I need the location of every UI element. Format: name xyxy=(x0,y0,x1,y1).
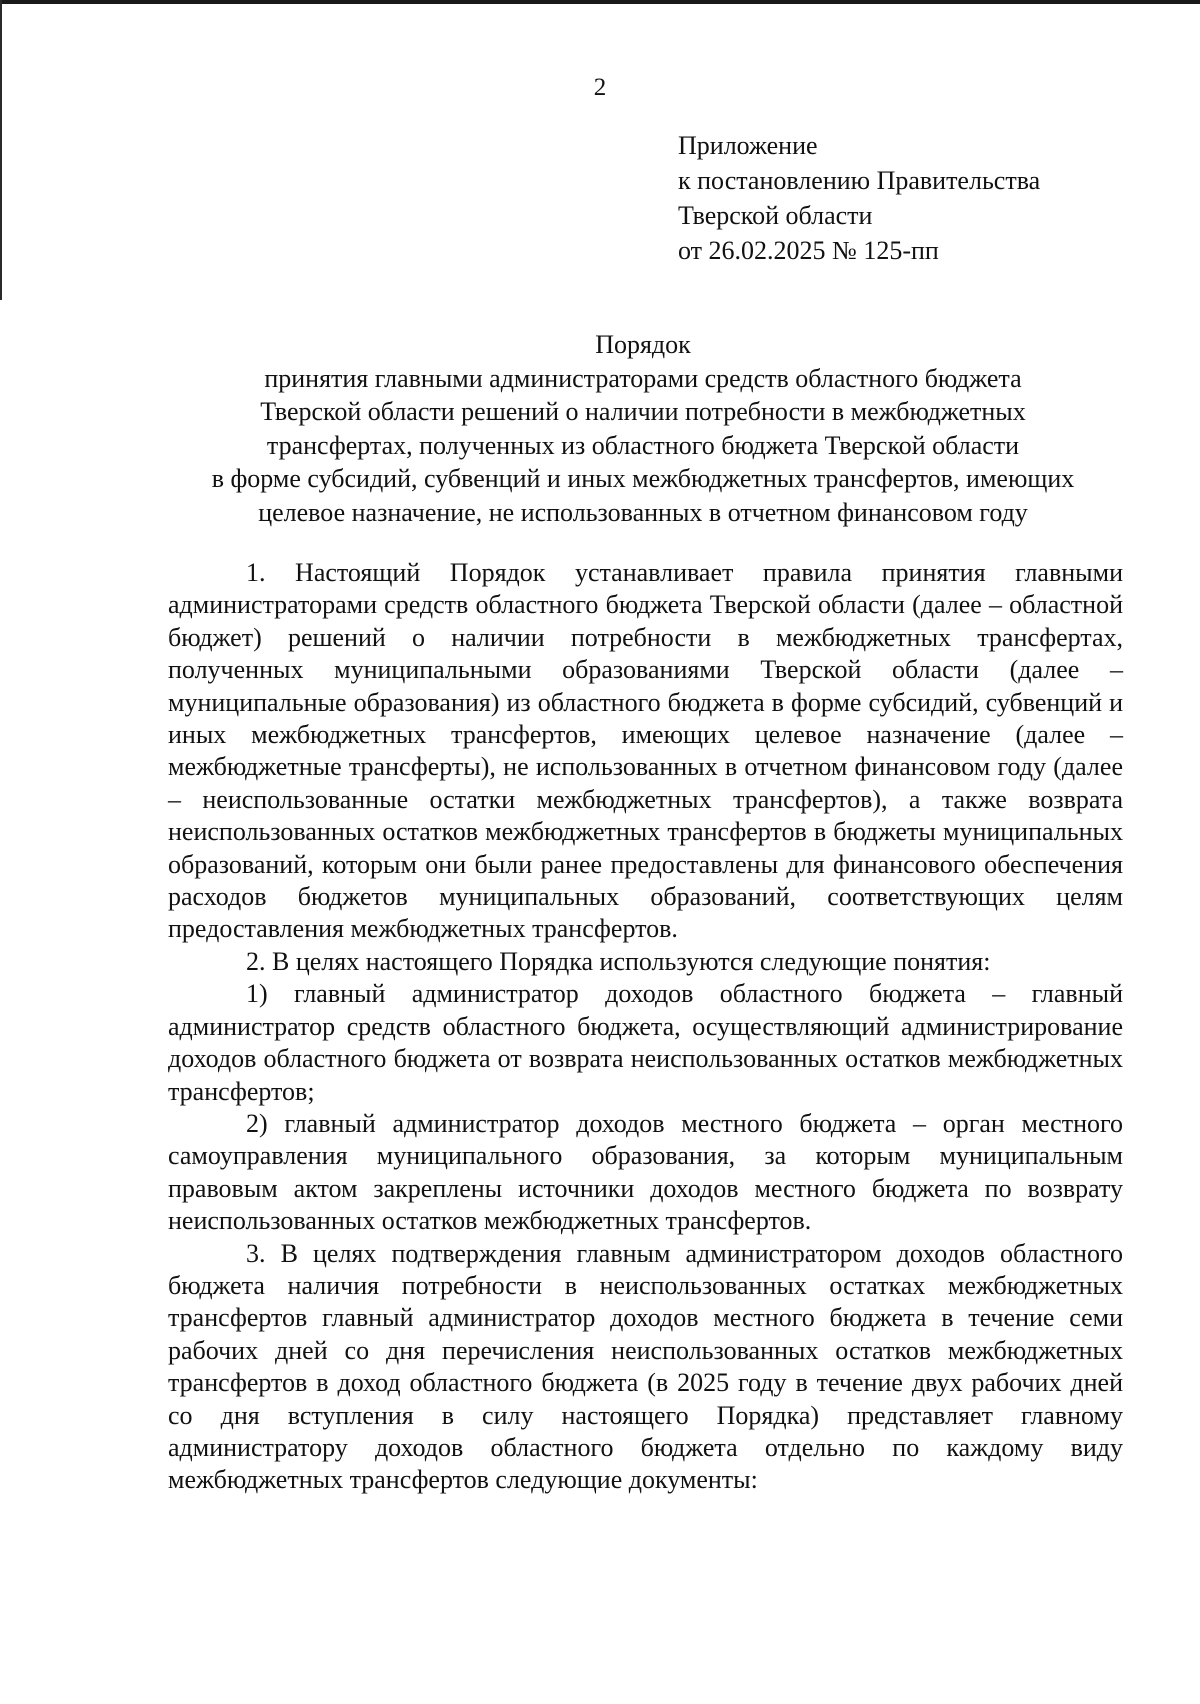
appendix-line: Приложение xyxy=(678,131,818,160)
scan-left-edge xyxy=(0,0,2,300)
title-heading: Порядок xyxy=(595,330,691,359)
paragraph-3: 3. В целях подтверждения главным администратором доходов областного бюджета наличия потребности в неиспользованных остатках межбюджетных трансфертов главный администратор доходов местного бюджета в течение семи рабочих дней со дня перечисления неиспользованных остатков межбюджетных трансфертов в доход областного бюджета (в 2025 году в течение двух рабочих дней со дня вступления в силу настоящего Порядка) представляет главному администратору доходов областного бюджета отдельно по каждому виду межбюджетных трансфертов следующие документы: xyxy=(168,1238,1123,1495)
appendix-line: от 26.02.2025 № 125-пп xyxy=(678,236,939,265)
title-line: целевое назначение, не использованных в отчетном финансовом году xyxy=(258,497,1028,527)
title-line: принятия главными администраторами средств областного бюджета xyxy=(264,363,1022,393)
appendix-line: Тверской области xyxy=(678,201,873,230)
document-title xyxy=(160,328,1126,529)
paragraph-1: 1. Настоящий Порядок устанавливает правила принятия главными администраторами средств областного бюджета Тверской области (далее – областной бюджет) решений о наличии потребности в межбюджетных трансфертах, полученных муниципальными образованиями Тверской области (далее – муниципальные образования) из областного бюджета в форме субсидий, субвенций и иных межбюджетных трансфертов, имеющих целевое назначение (далее – межбюджетные трансферты), не использованных в отчетном финансовом году (далее – неиспользованные остатки межбюджетных трансфертов), а также возврата неиспользованных остатков межбюджетных трансфертов в бюджеты муниципальных образований, которым они были ранее предоставлены для финансового обеспечения расходов бюджетов муниципальных образований, соответствующих целям предоставления межбюджетных трансфертов. xyxy=(168,558,1123,944)
paragraph-2: 2. В целях настоящего Порядка используются следующие понятия: xyxy=(246,946,991,976)
page-number: 2 xyxy=(593,74,607,101)
title-line: в форме субсидий, субвенций и иных межбюджетных трансфертов, имеющих xyxy=(211,464,1075,493)
title-line: трансфертах, полученных из областного бюджета Тверской области xyxy=(266,430,1020,460)
paragraph-2-item-2: 2) главный администратор доходов местного бюджета – орган местного самоуправления муниципального образования, за которым муниципальным правовым актом закреплены источники доходов местного бюджета по возврату неиспользованных остатков межбюджетных трансфертов. xyxy=(168,1108,1123,1236)
document-body xyxy=(168,557,1123,1497)
title-line: Тверской области решений о наличии потребности в межбюджетных xyxy=(260,397,1026,426)
appendix-line: к постановлению Правительства xyxy=(678,166,1041,195)
scan-top-edge xyxy=(0,0,1200,4)
paragraph-2-item-1: 1) главный администратор доходов областного бюджета – главный администратор средств областного бюджета, осуществляющий администрирование доходов областного бюджета от возврата неиспользованных остатков межбюджетных трансфертов; xyxy=(168,979,1123,1106)
appendix-block xyxy=(678,128,1178,268)
